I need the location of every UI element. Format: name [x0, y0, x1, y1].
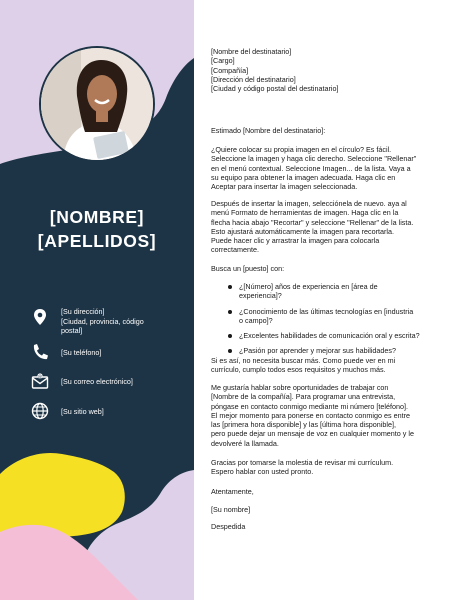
paragraph-2 — [211, 199, 451, 255]
address-line-3: postal] — [61, 326, 83, 335]
paragraph-line: póngase en contacto conmigo mediante mi número [teléfono]. — [211, 401, 408, 411]
signature-text: [Su nombre] — [211, 505, 251, 514]
address-line-2: [Ciudad, provincia, código — [61, 316, 144, 326]
recipient-line: [Compañía] — [211, 65, 249, 75]
list-item-line: ¿Conocimiento de las últimas tecnologías en [industria — [239, 306, 414, 316]
sidebar — [0, 0, 194, 600]
recipient-line: [Cargo] — [211, 56, 235, 66]
list-item-line: ¿[Número] años de experiencia en [área de — [239, 282, 378, 291]
salutation-text: Estimado [Nombre del destinatario]: — [211, 126, 326, 135]
list-item-line: experiencia]? — [239, 291, 282, 301]
svg-text:@: @ — [38, 373, 42, 379]
paragraph-line: flecha hacia abajo "Recortar" y seleccione "Rellenar" de la lista. — [211, 217, 414, 227]
salutation — [211, 126, 451, 135]
paragraph-line: pero puede dejar un mensaje de voz en cualquier momento y le — [211, 429, 414, 439]
paragraph-line: [Nombre de la compañía]. Para programar una entrevista, — [211, 392, 396, 402]
paragraph-line: currículo, cumplo todos esos requisitos y muchos más. — [211, 365, 386, 375]
contact-email — [30, 371, 190, 391]
phone-text: [Su teléfono] — [61, 348, 102, 357]
paragraph-line: en el menú contextual. Seleccione Imagen... de la lista. Vaya a — [211, 163, 411, 173]
contact-address — [30, 307, 190, 336]
closing-text: Atentamente, — [211, 487, 254, 496]
list-item — [211, 307, 451, 326]
paragraph-line: Esto ajustará automáticamente la imagen para recortarla. — [211, 226, 394, 236]
last-name: [APELLIDOS] — [37, 231, 157, 251]
recipient-line: [Ciudad y código postal del destinatario] — [211, 84, 339, 94]
contact-website — [30, 401, 190, 421]
paragraph-line: devolveré la llamada. — [211, 438, 279, 448]
paragraph-line: Puede hacer clic y arrastrar la imagen para colocarla — [211, 236, 380, 246]
paragraph-line: Me gustaría hablar sobre oportunidades de trabajar con — [211, 383, 389, 392]
paragraph-1 — [211, 145, 451, 191]
recipient-line: [Nombre del destinatario] — [211, 47, 292, 56]
paragraph-line: Después de insertar la imagen, selecciónela de nuevo. aya al — [211, 199, 407, 208]
paragraph-line: correctamente. — [211, 245, 259, 255]
farewell-text: Despedida — [211, 522, 246, 531]
email-icon — [30, 371, 50, 391]
farewell — [211, 522, 451, 531]
paragraph-5 — [211, 458, 451, 477]
paragraph-line: menú Formato de herramientas de imagen. Haga clic en la — [211, 208, 399, 218]
paragraph-line: Seleccione la imagen y haga clic derecho. Seleccione "Rellenar" — [211, 154, 417, 164]
requirements-list — [211, 282, 451, 362]
applicant-name — [0, 205, 194, 253]
paragraph-4 — [211, 383, 451, 448]
paragraph-line: Aceptar para insertar la imagen seleccionada. — [211, 182, 358, 192]
recipient-block — [211, 47, 451, 93]
list-item — [211, 282, 451, 301]
search-intro-text: Busca un [puesto] con: — [211, 264, 285, 273]
paragraph-line: las [primera hora disponible] y las [última hora disponible], — [211, 420, 396, 430]
paragraph-line: ¿Quiere colocar su propia imagen en el círculo? Es fácil. — [211, 145, 392, 154]
location-pin-icon — [30, 307, 50, 327]
paragraph-line: El mejor momento para ponerse en contacto conmigo es entre — [211, 410, 410, 420]
profile-photo[interactable] — [39, 46, 155, 162]
closing — [211, 487, 451, 496]
search-intro — [211, 264, 451, 273]
first-name: [NOMBRE] — [49, 207, 145, 227]
paragraph-3 — [211, 356, 451, 375]
list-item-line: ¿Excelentes habilidades de comunicación oral y escrita? — [239, 331, 420, 341]
paragraph-line: Gracias por tomarse la molestia de revisar mi currículum. — [211, 458, 394, 467]
phone-icon — [30, 342, 50, 362]
recipient-line: [Dirección del destinatario] — [211, 74, 296, 84]
paragraph-line: su equipo para obtener la imagen adecuada. Haga clic en — [211, 172, 396, 182]
list-item — [211, 331, 451, 340]
list-item-line: ¿Pasión por aprender y mejorar sus habilidades? — [239, 346, 397, 356]
email-text: [Su correo electrónico] — [61, 377, 133, 386]
signature — [211, 505, 451, 514]
website-text: [Su sitio web] — [61, 407, 104, 416]
person-portrait-icon — [41, 48, 153, 160]
list-item — [211, 346, 451, 355]
list-item-line: o campo]? — [239, 315, 273, 325]
address-line-1: [Su dirección] — [61, 307, 105, 316]
paragraph-line: Espero hablar con usted pronto. — [211, 467, 314, 477]
globe-icon — [30, 401, 50, 421]
contact-phone — [30, 342, 190, 362]
paragraph-line: Si es así, no necesita buscar más. Como puede ver en mi — [211, 356, 396, 365]
